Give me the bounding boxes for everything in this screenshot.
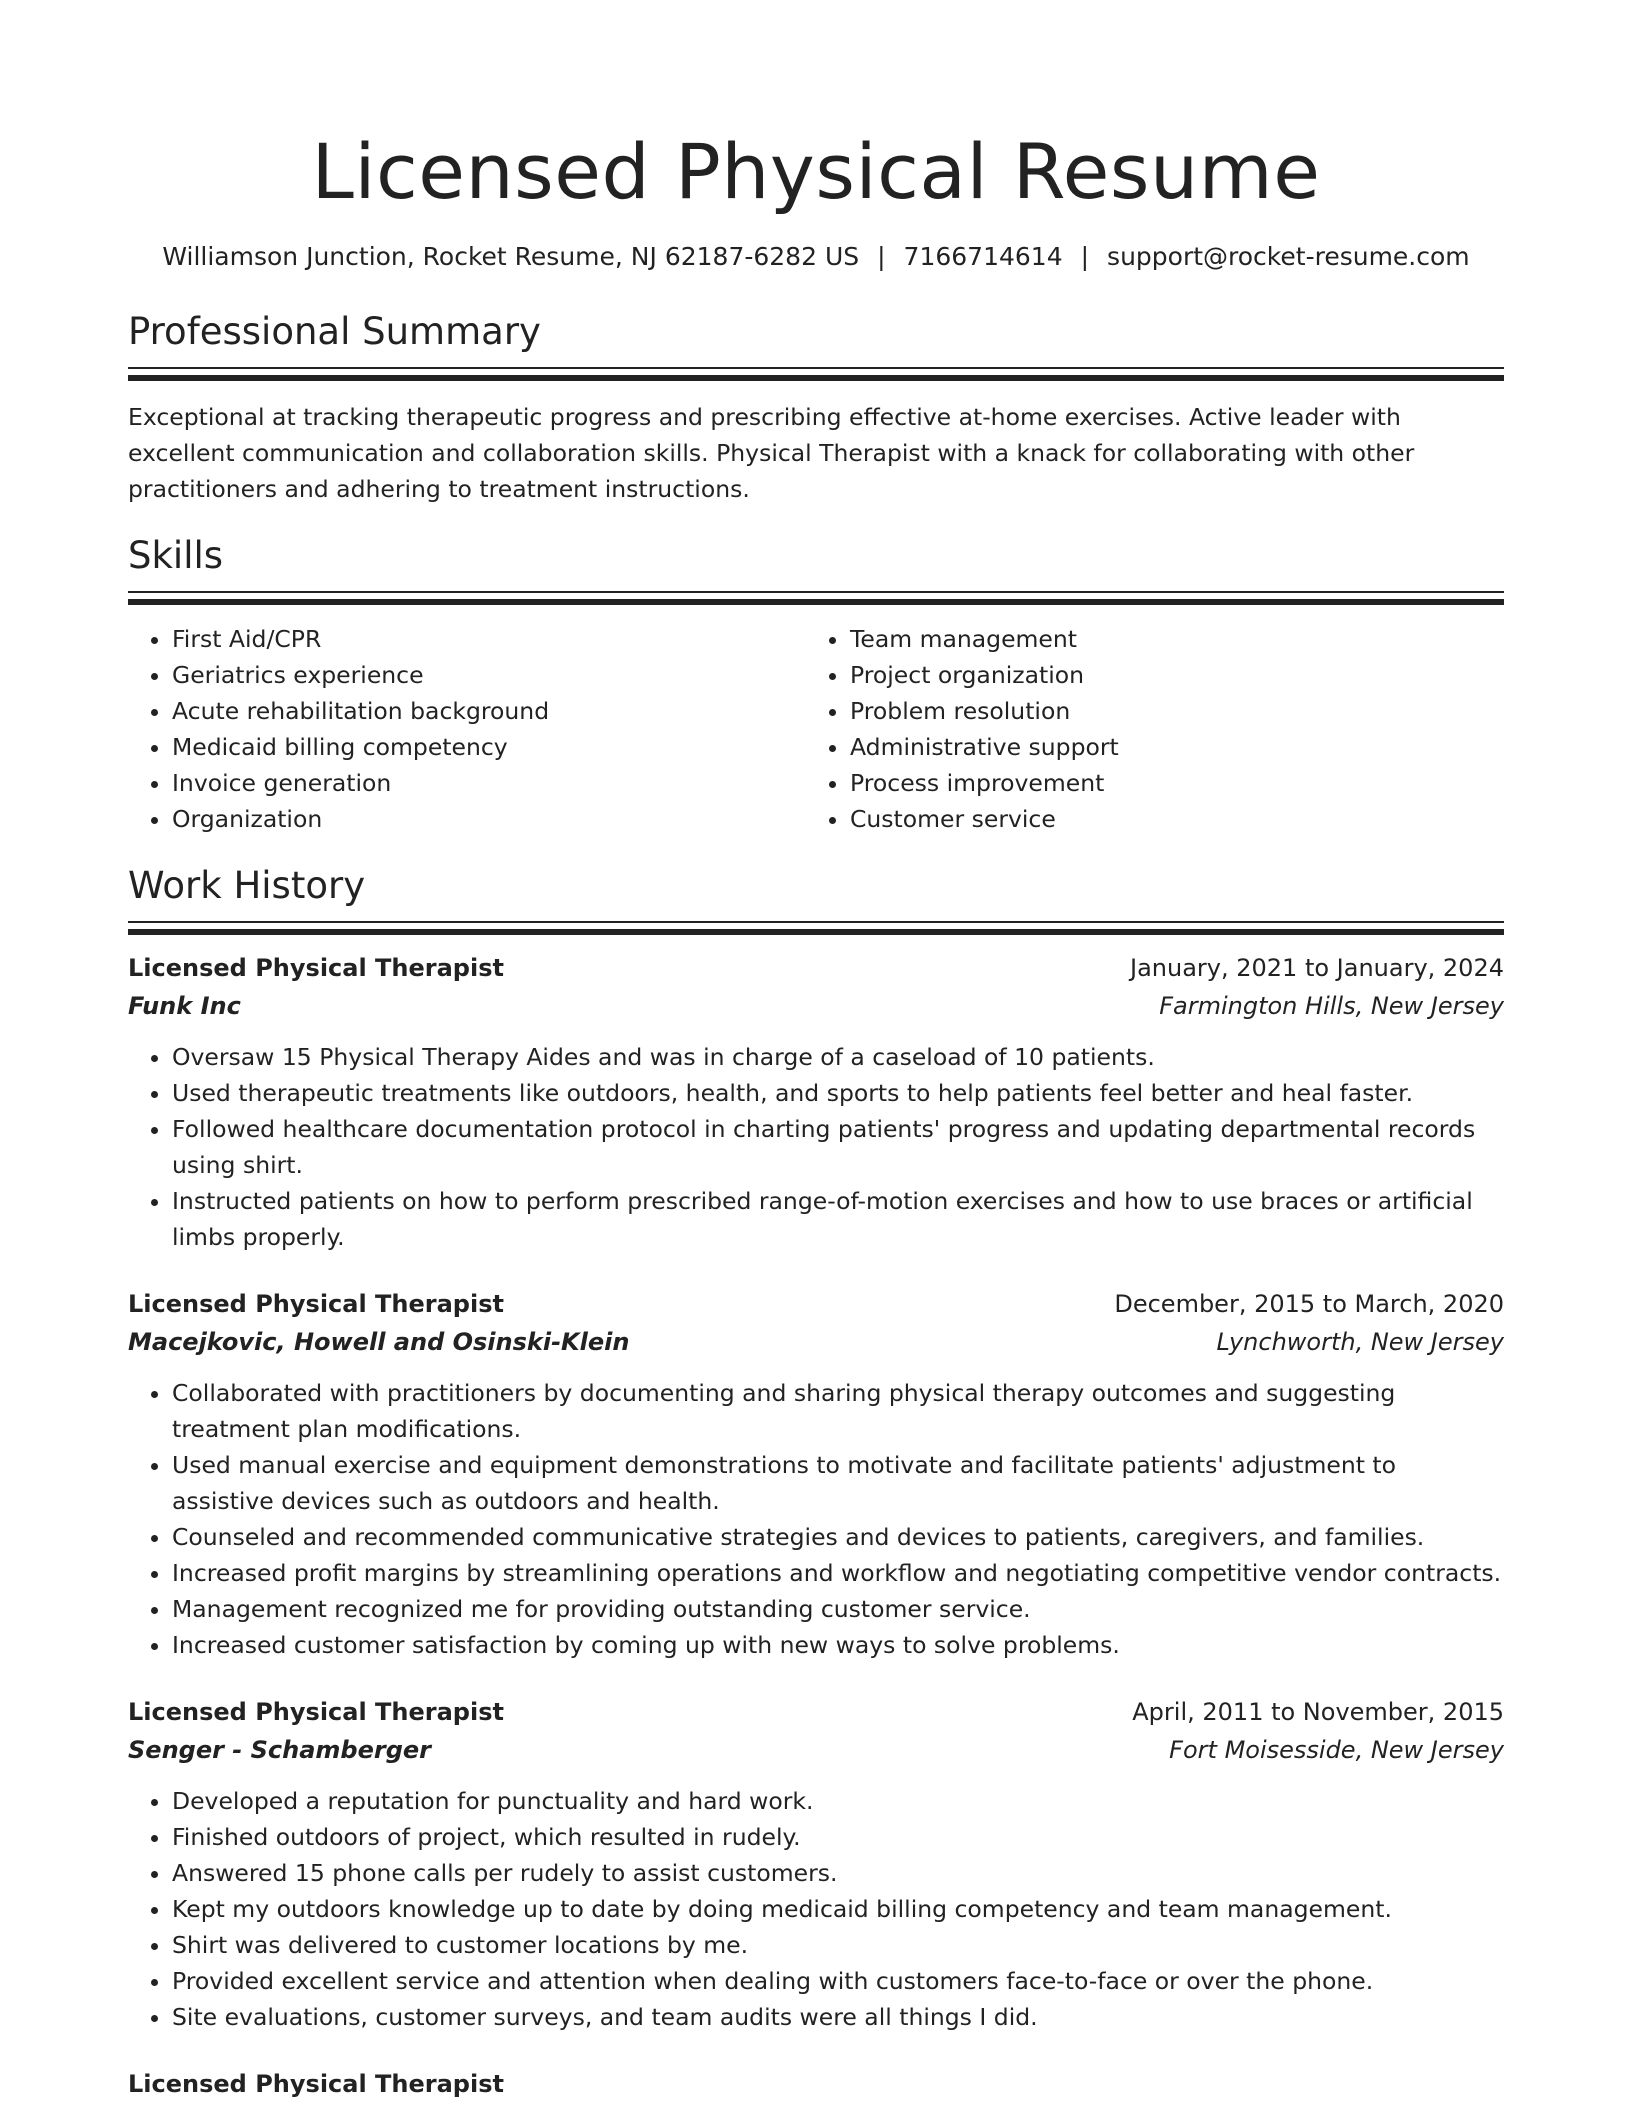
job-title: Licensed Physical Therapist: [128, 1290, 504, 1318]
job-header-row: [128, 1693, 1504, 1731]
job-bullets: [128, 1039, 1504, 1255]
job-bullet: • Followed healthcare documentation protocol in charting patients' progress and updating departmental records using shirt.: [172, 1111, 1504, 1183]
job-bullet: • Increased profit margins by streamlining operations and workflow and negotiating competitive vendor contracts.: [172, 1555, 1504, 1591]
job-bullet: • Answered 15 phone calls per rudely to assist customers.: [172, 1855, 1504, 1891]
job-bullet: • Increased customer satisfaction by coming up with new ways to solve problems.: [172, 1627, 1504, 1663]
job-entry: [128, 1285, 1504, 1663]
contact-separator: |: [877, 242, 886, 271]
skill-item: • Problem resolution: [850, 693, 1484, 729]
skills-section: [128, 533, 1504, 837]
contact-phone: 7166714614: [903, 242, 1063, 271]
job-bullet: • Used manual exercise and equipment demonstrations to motivate and facilitate patients' adjustment to assistive devices such as outdoors and health.: [172, 1447, 1504, 1519]
job-bullet: • Used therapeutic treatments like outdoors, health, and sports to help patients feel better and heal faster.: [172, 1075, 1504, 1111]
job-bullet: • Collaborated with practitioners by documenting and sharing physical therapy outcomes and suggesting treatment plan modifications.: [172, 1375, 1504, 1447]
skill-item: • Customer service: [850, 801, 1484, 837]
job-company: Macejkovic, Howell and Osinski-Klein: [128, 1328, 630, 1356]
job-entry: [128, 949, 1504, 1255]
job-bullet: • Provided excellent service and attention when dealing with customers face-to-face or over the phone.: [172, 1963, 1504, 1999]
skill-item: • Project organization: [850, 657, 1484, 693]
job-bullet: • Oversaw 15 Physical Therapy Aides and was in charge of a caseload of 10 patients.: [172, 1039, 1504, 1075]
skills-list-right: [806, 621, 1484, 837]
job-bullets: [128, 1783, 1504, 2035]
contact-separator: |: [1080, 242, 1090, 271]
job-company-row: [128, 1323, 1504, 1361]
job-bullet: • Finished outdoors of project, which resulted in rudely.: [172, 1819, 1504, 1855]
skill-item: • Team management: [850, 621, 1484, 657]
skills-columns: [128, 621, 1504, 837]
job-dates: January, 2021 to January, 2024: [1130, 954, 1504, 982]
job-title: Licensed Physical Therapist: [128, 1698, 504, 1726]
contact-line: [128, 240, 1504, 274]
job-bullet: • Management recognized me for providing outstanding customer service.: [172, 1591, 1504, 1627]
skill-item: • Medicaid billing competency: [172, 729, 806, 765]
job-bullet: • Instructed patients on how to perform prescribed range-of-motion exercises and how to use braces or artificial limbs properly.: [172, 1183, 1504, 1255]
skill-item: • Organization: [172, 801, 806, 837]
skill-item: • Acute rehabilitation background: [172, 693, 806, 729]
skill-item: • Process improvement: [850, 765, 1484, 801]
skills-list-left: [128, 621, 806, 837]
job-header-row: [128, 1285, 1504, 1323]
next-job-title-cutoff: Licensed Physical Therapist: [128, 2070, 504, 2098]
work-title: Work History: [128, 864, 366, 907]
job-bullet: • Counseled and recommended communicative strategies and devices to patients, caregivers, and families.: [172, 1519, 1504, 1555]
summary-text: Exceptional at tracking therapeutic progress and prescribing effective at-home exercises. Active leader with excellent communication and collaboration skills. Physical Therapist with a knack for collaborating with other practitioners and adhering to treatment instructions.: [128, 403, 1415, 503]
skill-item: • Geriatrics experience: [172, 657, 806, 693]
job-title: Licensed Physical Therapist: [128, 954, 504, 982]
skill-item: • Invoice generation: [172, 765, 806, 801]
section-divider: [128, 921, 1504, 935]
contact-address: Williamson Junction, Rocket Resume, NJ 62187-6282 US: [162, 242, 860, 271]
job-location: Fort Moisesside, New Jersey: [1169, 1736, 1504, 1764]
job-bullet: • Shirt was delivered to customer locations by me.: [172, 1927, 1504, 1963]
job-location: Lynchworth, New Jersey: [1216, 1328, 1504, 1356]
job-company: Senger - Schamberger: [128, 1736, 431, 1764]
summary-title: Professional Summary: [128, 310, 541, 353]
job-company: Funk Inc: [128, 992, 241, 1020]
job-company-row: [128, 1731, 1504, 1769]
job-bullet: • Kept my outdoors knowledge up to date by doing medicaid billing competency and team management.: [172, 1891, 1504, 1927]
job-bullets: [128, 1375, 1504, 1663]
skill-item: • Administrative support: [850, 729, 1484, 765]
section-divider: [128, 367, 1504, 381]
job-header-row: [128, 949, 1504, 987]
section-divider: [128, 591, 1504, 605]
job-dates: April, 2011 to November, 2015: [1132, 1698, 1504, 1726]
job-entry: [128, 1693, 1504, 2035]
resume-name: Licensed Physical Resume: [311, 127, 1321, 216]
job-location: Farmington Hills, New Jersey: [1159, 992, 1504, 1020]
summary-section: [128, 309, 1504, 507]
skill-item: • First Aid/CPR: [172, 621, 806, 657]
resume-page: [128, 0, 1504, 2103]
job-company-row: [128, 987, 1504, 1025]
job-bullet: • Developed a reputation for punctuality and hard work.: [172, 1783, 1504, 1819]
contact-email: support@rocket-resume.com: [1107, 242, 1470, 271]
work-section: [128, 863, 1504, 2103]
job-dates: December, 2015 to March, 2020: [1114, 1290, 1504, 1318]
skills-title: Skills: [128, 534, 224, 577]
job-bullet: • Site evaluations, customer surveys, and team audits were all things I did.: [172, 1999, 1504, 2035]
